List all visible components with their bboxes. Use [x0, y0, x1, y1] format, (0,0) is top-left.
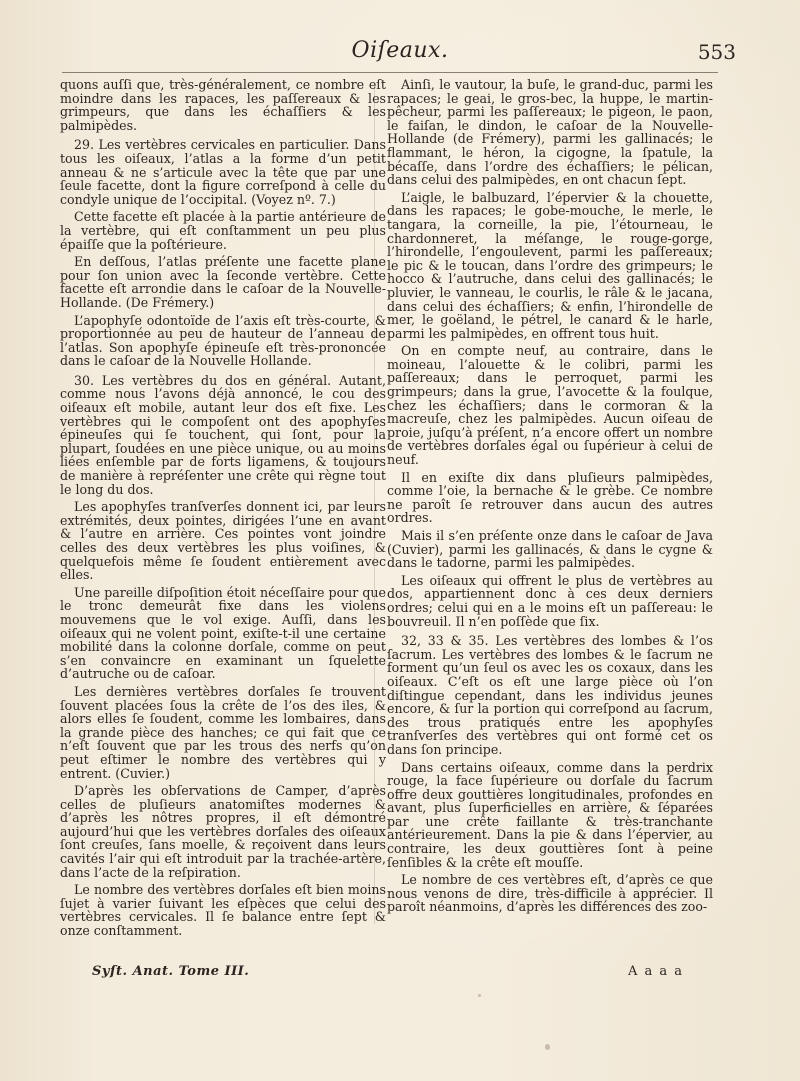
paragraph: Le nombre de ces vertèbres eſt, d’après ce que nous venons de dire, très-difficile à apprécier. Il paroît néanmoins, d’après les différences des zoo-: [387, 872, 713, 915]
paragraph: Les oiſeaux qui offrent le plus de vertèbres au dos, appartiennent donc à ces deux derniers ordres; celui qui en a le moins eſt un paſſereau: le bouvreuil. Il n’en poſſède que ſix.: [387, 572, 713, 629]
paragraph: Le nombre des vertèbres dorſales eſt bien moins ſujet à varier ſuivant les eſpèces que celui des vertèbres cervicales. Il ſe balance entre ſept & onze conſtamment.: [60, 882, 386, 939]
paragraph: Cette facette eſt placée à la partie antérieure de la vertèbre, qui eſt conſtamment un peu plus épaiſſe que la poſtérieure.: [60, 209, 386, 252]
paper-spot: [478, 994, 481, 997]
paragraph: D’après les obſervations de Camper, d’après celles de pluſieurs anatomiſtes modernes & d’après les nôtres propres, il eſt démontré aujourd’hui que les vertèbres dorſales des oiſeaux ſont creuſes, ſans moelle, & reçoivent dans leurs cavités l’air qui eſt introduit par la trachée-artère, dans l’acte de la reſpiration.: [60, 783, 386, 880]
paragraph: On en compte neuf, au contraire, dans le moineau, l’alouette & le colibri, parmi les paſſereaux; dans le perroquet, parmi les grimpeurs; dans la grue, l’avocette & la foulque, chez les échaſſiers; dans le cormoran & la macreuſe, chez les palmipèdes. Aucun oiſeau de proie, juſqu’à préſent, n’a encore offert un nombre de vertèbres dorſales égal ou ſupérieur à celui de neuf.: [387, 343, 713, 468]
paragraph: Les apophyſes tranſverſes donnent ici, par leurs extrémités, deux pointes, dirigées l’une en avant & l’autre en arrière. Ces pointes vont joindre celles des deux vertèbres les plus voiſines, & quelquefois même ſe ſoudent entièrement avec elles.: [60, 499, 386, 583]
left-column: [60, 78, 386, 942]
section-paragraph: 29. Les vertèbres cervicales en particulier. Dans tous les oiſeaux, l’atlas a la forme d’un petit anneau & ne s’articule avec la tête que par une ſeule facette, dont la figure correſpond à celle du condyle unique de l’occipital. (Voyez nº. 7.): [60, 137, 386, 207]
paragraph: Les dernières vertèbres dorſales ſe trouvent ſouvent placées ſous la crête de l’os des iles, & alors elles ſe ſoudent, comme les lombaires, dans la grande pièce des hanches; ce qui fait que ce n’eſt ſouvent que par les trous des nerfs qu’on peut eſtimer le nombre des vertèbres qui y entrent. (Cuvier.): [60, 683, 386, 781]
section-paragraph: 30. Les vertèbres du dos en général. Autant, comme nous l’avons déjà annoncé, le cou des oiſeaux eſt mobile, autant leur dos eſt fixe. Les vertèbres qui le compoſent ont des apophyſes épineuſes qui ſe touchent, qui ſont, pour la plupart, ſoudées en une pièce unique, ou au moins liées enſemble par de forts ligamens, & toujours de manière à repréſenter une crête qui règne tout le long du dos.: [60, 372, 386, 497]
paragraph: Mais il s’en préſente onze dans le caſoar de Java (Cuvier), parmi les gallinacés, & dans le cygne & dans le tadorne, parmi les palmipèdes.: [387, 528, 713, 571]
paragraph: Dans certains oiſeaux, comme dans la perdrix rouge, la face ſupérieure ou dorſale du ſacrum offre deux gouttières longitudinales, profondes en avant, plus ſuperficielles en arrière, & ſéparées par une crête faillante & très-tranchante antérieurement. Dans la pie & dans l’épervier, au contraire, les deux gouttières ſont à peine ſenſibles & la crête eſt mouſſe.: [387, 759, 713, 870]
header-rule: [62, 72, 718, 73]
paragraph: Il en exiſte dix dans pluſieurs palmipèdes, comme l’oie, la bernache & le grèbe. Ce nombre ne paroît ſe retrouver dans aucun des autres ordres.: [387, 469, 713, 526]
right-column: [387, 78, 713, 918]
column-divider: [374, 84, 375, 924]
paragraph: En deſſous, l’atlas préſente une facette plane pour ſon union avec la ſeconde vertèbre. Cette facette eſt arrondie dans le caſoar de la Nouvelle-Hollande. (De Frémery.): [60, 254, 386, 310]
page-number: 553: [697, 40, 736, 64]
page-header: [40, 38, 760, 68]
paragraph: quons auſſi que, très-généralement, ce nombre eſt moindre dans les rapaces, les paſſereaux & les grimpeurs, que dans les échaſſiers & les palmipèdes.: [60, 77, 386, 133]
paragraph: L’aigle, le balbuzard, l’épervier & la chouette, dans les rapaces; le gobe-mouche, le merle, le tangara, la corneille, la pie, l’étourneau, le chardonneret, la méſange, le rouge-gorge, l’hirondelle, l’engoulevent, parmi les paſſereaux; le pic & le toucan, dans l’ordre des grimpeurs; le hocco & l’autruche, dans celui des gallinacés; le pluvier, le vanneau, le courlis, le râle & le jacana, dans celui des échaſſiers; & enfin, l’hirondelle de mer, le goëland, le pétrel, le canard & le harle, parmi les palmipèdes, en offrent tous huit.: [387, 189, 713, 341]
paragraph: L’apophyſe odontoïde de l’axis eſt très-courte, & proportionnée au peu de hauteur de l’anneau de l’atlas. Son apophyſe épineuſe eſt très-prononcée dans le caſoar de la Nouvelle Hollande.: [60, 312, 386, 369]
paper-spot: [545, 1044, 550, 1050]
section-paragraph: 32, 33 & 35. Les vertèbres des lombes & l’os ſacrum. Les vertèbres des lombes & le ſacrum ne forment qu’un ſeul os avec les os coxaux, dans les oiſeaux. C’eſt os eſt une large pièce où l’on diſtingue cependant, dans les individus jeunes encore, & ſur la portion qui correſpond au ſacrum, des trous pratiqués entre les apophyſes tranſverſes des vertèbres qui ont formé cet os dans ſon principe.: [387, 633, 713, 757]
volume-label: Syſt. Anat. Tome III.: [92, 964, 250, 979]
running-title: Oiſeaux.: [351, 38, 449, 63]
paragraph: Une pareille diſpoſition étoit néceſſaire pour que le tronc demeurât fixe dans les violens mouvemens que le vol exige. Auſſi, dans les oiſeaux qui ne volent point, exiſte-t-il une certaine mobilité dans la colonne dorſale, comme on peut s’en convaincre en examinant un ſquelette d’autruche ou de caſoar.: [60, 584, 386, 682]
paragraph: Ainſi, le vautour, la buſe, le grand-duc, parmi les rapaces; le geai, le gros-bec, la huppe, le martin-pêcheur, parmi les paſſereaux; le pigeon, le paon, le faiſan, le dindon, le caſoar de la Nouvelle-Hollande (de Frémery), parmi les gallinacés; le flammant, le héron, la cigogne, la ſpatule, la bécaſſe, dans l’ordre des échaſſiers; le pélican, dans celui des palmipèdes, en ont chacun ſept.: [387, 77, 713, 188]
signature-mark: A a a a: [628, 964, 684, 979]
